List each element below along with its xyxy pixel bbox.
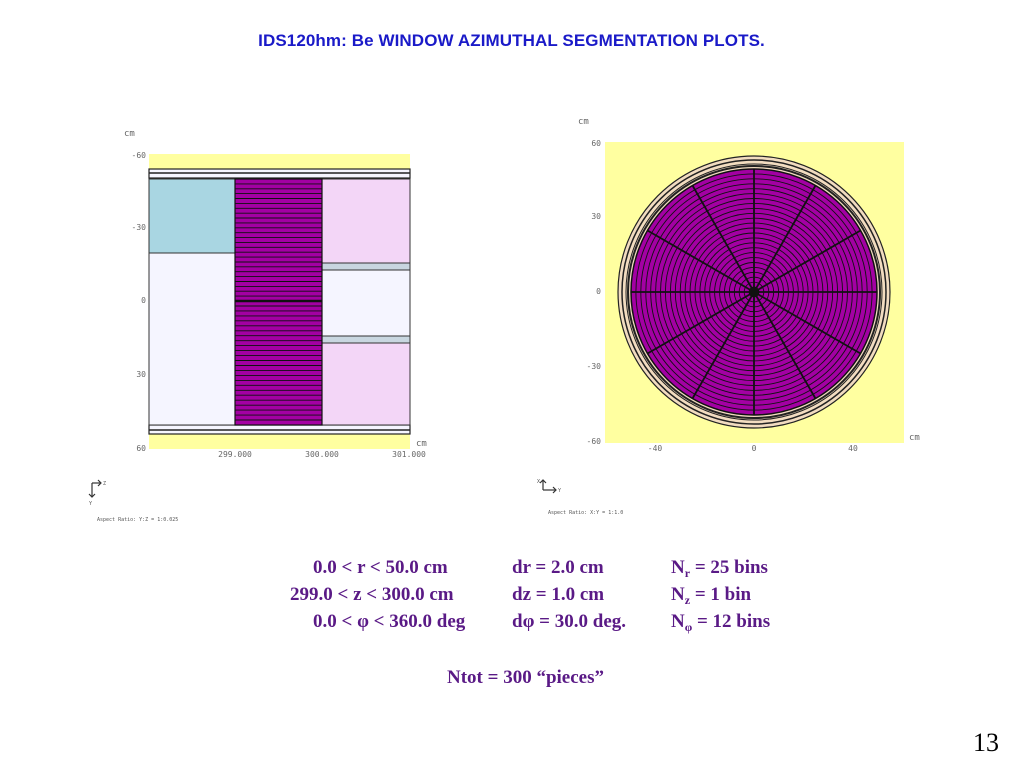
right-y-tick: -60 — [586, 437, 601, 446]
left-axis-v-label: Y — [89, 501, 93, 507]
nz-label: N — [671, 584, 685, 605]
disk-center — [749, 287, 759, 297]
left-aspect-ratio-label: Aspect Ratio: Y:Z = 1:0.025 — [97, 517, 179, 523]
nz-sub: z — [684, 593, 691, 607]
left-unit-right-label: cm — [416, 439, 427, 449]
left-y-tick: 60 — [136, 444, 146, 453]
ntot-summary: Ntot = 300 “pieces” — [447, 667, 604, 688]
right-y-tick: -30 — [586, 362, 601, 371]
nr-label: N — [671, 557, 685, 578]
param-row-phi — [313, 611, 465, 633]
slide-title: IDS120hm: Be WINDOW AZIMUTHAL SEGMENTATION PLOTS. — [258, 31, 765, 50]
left-y-tick: 0 — [141, 296, 146, 305]
left-y-tick: 30 — [136, 370, 146, 379]
dr-value: dr = 2.0 cm — [512, 557, 604, 578]
nphi-label: N — [671, 611, 685, 632]
nr-sub: r — [684, 566, 691, 580]
phi-range: 0.0 < φ < 360.0 deg — [313, 611, 466, 632]
param-dphi — [512, 611, 626, 633]
param-dz — [512, 584, 604, 606]
param-nz — [671, 584, 751, 608]
left-unit-top-label: cm — [124, 129, 135, 139]
right-unit-right-label: cm — [909, 433, 920, 443]
right-x-tick-labels — [648, 444, 858, 453]
right-axis-h-label: Y — [558, 488, 562, 494]
param-row-r — [313, 557, 448, 579]
nphi-sub: φ — [684, 620, 693, 634]
nr-value: = 25 bins — [690, 557, 768, 578]
right-x-tick: 40 — [848, 444, 858, 453]
right-aspect-ratio-label: Aspect Ratio: X:Y = 1:1.0 — [548, 510, 624, 516]
page-number: 13 — [973, 728, 999, 757]
right-y-tick: 60 — [591, 139, 601, 148]
param-nr — [671, 557, 768, 581]
right-axes-orientation-icon — [540, 480, 556, 493]
param-nphi — [671, 611, 770, 635]
left-y-tick: -60 — [131, 151, 146, 160]
dz-value: dz = 1.0 cm — [512, 584, 605, 605]
z-range: 299.0 < z < 300.0 cm — [290, 584, 454, 605]
right-x-tick: -40 — [647, 444, 663, 453]
left-axis-h-label: Z — [103, 481, 107, 487]
left-y-tick: -30 — [131, 223, 146, 232]
left-x-tick: 300.000 — [305, 450, 339, 459]
r-range: 0.0 < r < 50.0 cm — [313, 557, 448, 578]
nphi-value: = 12 bins — [692, 611, 771, 632]
param-dr — [512, 557, 604, 579]
right-y-tick: 0 — [596, 287, 601, 296]
dphi-value: dφ = 30.0 deg. — [512, 611, 626, 632]
param-row-z — [290, 584, 454, 606]
right-unit-top-label: cm — [578, 117, 589, 127]
nz-value: = 1 bin — [690, 584, 752, 605]
right-y-tick: 30 — [591, 212, 601, 221]
right-axis-v-label: X — [537, 479, 541, 485]
right-x-tick: 0 — [751, 444, 757, 453]
right-y-tick-labels — [587, 139, 602, 446]
left-x-tick: 299.000 — [218, 450, 252, 459]
left-x-tick: 301.000 — [392, 450, 426, 459]
